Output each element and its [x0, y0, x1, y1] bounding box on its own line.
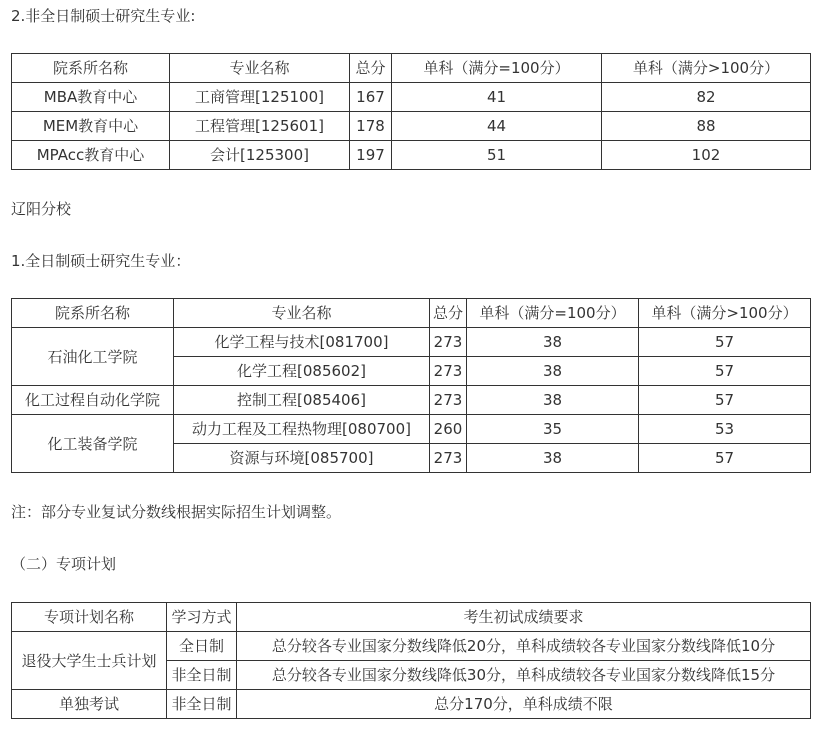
- table-cell: 51: [392, 141, 602, 170]
- table-cell: 总分较各专业国家分数线降低30分，单科成绩较各专业国家分数线降低15分: [237, 661, 811, 690]
- table-row: [12, 415, 811, 444]
- table-cell: 44: [392, 112, 602, 141]
- table-row: [12, 141, 811, 170]
- table-cell: 273: [430, 444, 467, 473]
- full-time-score-table: [11, 298, 811, 473]
- table-cell: 总分较各专业国家分数线降低20分，单科成绩较各专业国家分数线降低10分: [237, 632, 811, 661]
- table-row: [12, 328, 811, 357]
- dept-cell: 石油化工学院: [12, 328, 174, 386]
- table-cell: 38: [467, 357, 639, 386]
- table-cell: MEM教育中心: [12, 112, 170, 141]
- table-cell: 控制工程[085406]: [174, 386, 430, 415]
- table-cell: 化学工程与技术[081700]: [174, 328, 430, 357]
- header-cell: 单科（满分=100分）: [467, 299, 639, 328]
- table-cell: 非全日制: [167, 690, 237, 719]
- table-cell: MPAcc教育中心: [12, 141, 170, 170]
- header-cell: 总分: [430, 299, 467, 328]
- table-cell: 38: [467, 444, 639, 473]
- table-header-row: [12, 299, 811, 328]
- header-cell: 院系所名称: [12, 299, 174, 328]
- table-cell: 资源与环境[085700]: [174, 444, 430, 473]
- table-cell: 化学工程[085602]: [174, 357, 430, 386]
- table-cell: 102: [602, 141, 811, 170]
- table-row: [12, 386, 811, 415]
- header-cell: 考生初试成绩要求: [237, 603, 811, 632]
- table-cell: 57: [639, 357, 811, 386]
- header-cell: 单科（满分>100分）: [639, 299, 811, 328]
- table-row: [12, 632, 811, 661]
- table-cell: 会计[125300]: [170, 141, 350, 170]
- section-heading-part-time: 2.非全日制硕士研究生专业:: [11, 7, 196, 25]
- table-cell: 260: [430, 415, 467, 444]
- table-cell: 工程管理[125601]: [170, 112, 350, 141]
- table-row: [12, 690, 811, 719]
- plan-name-cell: 退役大学生士兵计划: [12, 632, 167, 690]
- header-cell: 单科（满分>100分）: [602, 54, 811, 83]
- adjustment-note: 注：部分专业复试分数线根据实际招生计划调整。: [11, 503, 342, 521]
- section-heading-full-time: 1.全日制硕士研究生专业：: [11, 252, 191, 270]
- header-cell: 院系所名称: [12, 54, 170, 83]
- special-plan-table: [11, 602, 811, 719]
- table-row: [12, 112, 811, 141]
- table-cell: 178: [350, 112, 392, 141]
- header-cell: 学习方式: [167, 603, 237, 632]
- table-cell: 38: [467, 328, 639, 357]
- table-cell: 动力工程及工程热物理[080700]: [174, 415, 430, 444]
- table-cell: 38: [467, 386, 639, 415]
- table-cell: 41: [392, 83, 602, 112]
- header-cell: 总分: [350, 54, 392, 83]
- table-header-row: [12, 603, 811, 632]
- table-header-row: [12, 54, 811, 83]
- table-cell: 197: [350, 141, 392, 170]
- table-cell: 88: [602, 112, 811, 141]
- table-cell: 53: [639, 415, 811, 444]
- table-cell: 273: [430, 386, 467, 415]
- table-cell: 非全日制: [167, 661, 237, 690]
- campus-heading: 辽阳分校: [11, 200, 72, 218]
- table-cell: 57: [639, 328, 811, 357]
- table-cell: 35: [467, 415, 639, 444]
- plan-name-cell: 单独考试: [12, 690, 167, 719]
- table-cell: 273: [430, 357, 467, 386]
- table-cell: 工商管理[125100]: [170, 83, 350, 112]
- header-cell: 专项计划名称: [12, 603, 167, 632]
- header-cell: 专业名称: [174, 299, 430, 328]
- table-cell: 全日制: [167, 632, 237, 661]
- special-plan-heading: （二）专项计划: [11, 555, 117, 573]
- header-cell: 单科（满分=100分）: [392, 54, 602, 83]
- table-cell: 273: [430, 328, 467, 357]
- table-row: [12, 83, 811, 112]
- table-cell: 167: [350, 83, 392, 112]
- table-cell: 82: [602, 83, 811, 112]
- table-cell: 57: [639, 444, 811, 473]
- part-time-score-table: [11, 53, 811, 170]
- table-cell: 总分170分，单科成绩不限: [237, 690, 811, 719]
- dept-cell: 化工装备学院: [12, 415, 174, 473]
- dept-cell: 化工过程自动化学院: [12, 386, 174, 415]
- header-cell: 专业名称: [170, 54, 350, 83]
- table-cell: MBA教育中心: [12, 83, 170, 112]
- table-cell: 57: [639, 386, 811, 415]
